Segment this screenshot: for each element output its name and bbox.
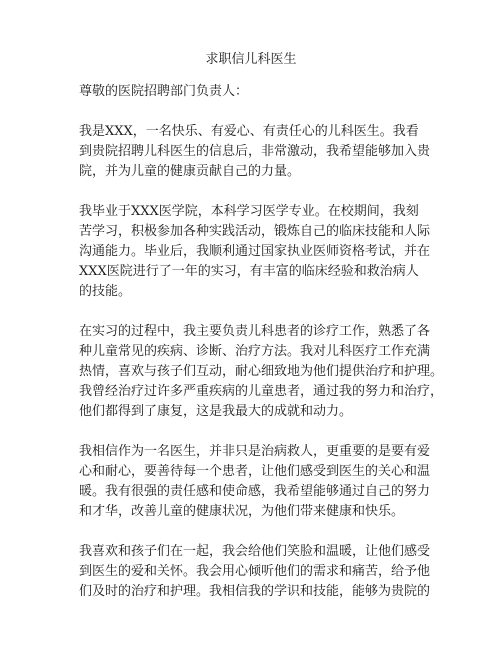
- paragraph-line: 我相信作为一名医生，并非只是治病救人，更重要的是要有爱: [79, 444, 431, 459]
- paragraph-line: 到医生的爱和关怀。我会用心倾听他们的需求和痛苦，给予他: [79, 564, 431, 579]
- document-title: 求职信儿科医生: [205, 52, 297, 67]
- paragraph-line: 在实习的过程中，我主要负责儿科患者的诊疗工作，熟悉了各: [79, 324, 431, 339]
- paragraph-line: 暖。我有很强的责任感和使命感，我希望能够通过自己的努力: [79, 484, 431, 499]
- paragraph-line: 苦学习，积极参加各种实践活动，锻炼自己的临床技能和人际: [79, 224, 431, 239]
- paragraph-line: 他们都得到了康复，这是我最大的成就和动力。: [79, 404, 353, 419]
- paragraph-2: [79, 202, 431, 302]
- paragraph-1: [79, 122, 431, 182]
- paragraph-line: XXX医院进行了一年的实习，有丰富的临床经验和救治病人: [79, 264, 419, 279]
- paragraph-line: 我喜欢和孩子们在一起，我会给他们笑脸和温暖，让他们感受: [79, 544, 431, 559]
- letter-body: [79, 82, 444, 622]
- paragraph-5: [79, 542, 431, 602]
- paragraph-line: 我毕业于XXX医学院，本科学习医学专业。在校期间，我刻: [79, 204, 419, 219]
- paragraph-line: 们及时的治疗和护理。我相信我的学识和技能，能够为贵院的: [79, 584, 431, 599]
- paragraph-4: [79, 442, 431, 522]
- paragraph-line: 沟通能力。毕业后，我顺利通过国家执业医师资格考试，并在: [79, 244, 431, 259]
- paragraph-line: 我是XXX，一名快乐、有爱心、有责任心的儿科医生。我看: [79, 124, 419, 139]
- paragraph-line: 种儿童常见的疾病、诊断、治疗方法。我对儿科医疗工作充满: [79, 344, 431, 359]
- salutation: 尊敬的医院招聘部门负责人：: [79, 84, 249, 99]
- paragraph-line: 到贵院招聘儿科医生的信息后，非常激动，我希望能够加入贵: [79, 144, 431, 159]
- paragraph-line: 热情，喜欢与孩子们互动，耐心细致地为他们提供治疗和护理。: [79, 364, 444, 379]
- paragraph-line: 心和耐心，要善待每一个患者，让他们感受到医生的关心和温: [79, 464, 431, 479]
- paragraph-3: [79, 322, 444, 422]
- paragraph-line: 院，并为儿童的健康贡献自己的力量。: [79, 164, 301, 179]
- paragraph-line: 我曾经治疗过许多严重疾病的儿童患者，通过我的努力和治疗，: [79, 384, 444, 399]
- paragraph-line: 的技能。: [79, 284, 132, 299]
- paragraph-line: 和才华，改善儿童的健康状况，为他们带来健康和快乐。: [79, 504, 405, 519]
